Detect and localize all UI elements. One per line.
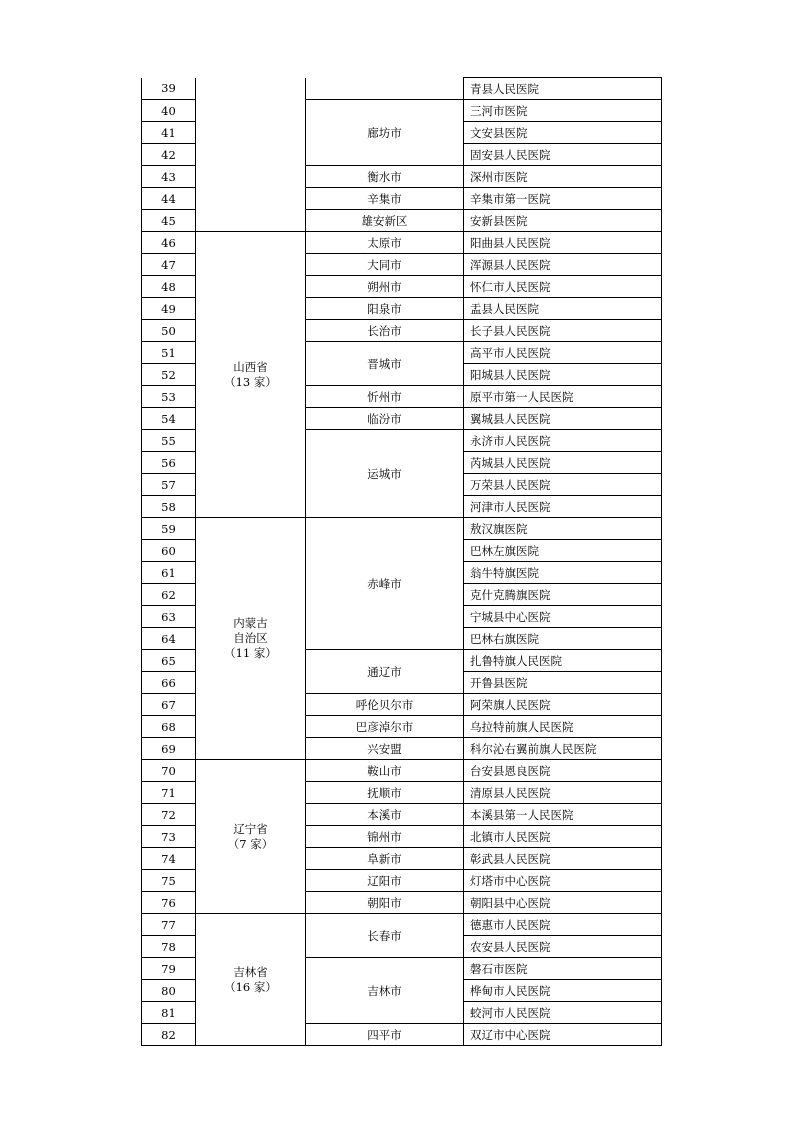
province-label: 辽宁省 — [233, 821, 268, 836]
city-cell: 阜新市 — [306, 848, 464, 870]
row-number: 51 — [142, 342, 196, 364]
row-number: 45 — [142, 210, 196, 232]
row-number: 58 — [142, 496, 196, 518]
row-number: 62 — [142, 584, 196, 606]
hospital-name: 文安县医院 — [464, 122, 662, 144]
city-cell: 本溪市 — [306, 804, 464, 826]
row-number: 65 — [142, 650, 196, 672]
hospital-name: 盂县人民医院 — [464, 298, 662, 320]
row-number: 67 — [142, 694, 196, 716]
hospital-name: 浑源县人民医院 — [464, 254, 662, 276]
city-cell: 朔州市 — [306, 276, 464, 298]
row-number: 39 — [142, 78, 196, 100]
city-cell: 临汾市 — [306, 408, 464, 430]
hospital-name: 安新县医院 — [464, 210, 662, 232]
row-number: 61 — [142, 562, 196, 584]
row-number: 78 — [142, 936, 196, 958]
city-cell: 廊坊市 — [306, 100, 464, 166]
row-number: 64 — [142, 628, 196, 650]
table-row — [142, 760, 662, 782]
row-number: 82 — [142, 1024, 196, 1046]
city-cell: 运城市 — [306, 430, 464, 518]
table-row — [142, 232, 662, 254]
hospital-name: 河津市人民医院 — [464, 496, 662, 518]
city-cell: 锦州市 — [306, 826, 464, 848]
hospital-name: 敖汉旗医院 — [464, 518, 662, 540]
province-cell — [196, 232, 306, 518]
hospital-name: 北镇市人民医院 — [464, 826, 662, 848]
hospital-name: 高平市人民医院 — [464, 342, 662, 364]
city-cell: 抚顺市 — [306, 782, 464, 804]
city-cell: 太原市 — [306, 232, 464, 254]
hospital-name: 固安县人民医院 — [464, 144, 662, 166]
row-number: 80 — [142, 980, 196, 1002]
hospital-name: 乌拉特前旗人民医院 — [464, 716, 662, 738]
city-cell: 晋城市 — [306, 342, 464, 386]
city-cell: 鞍山市 — [306, 760, 464, 782]
row-number: 60 — [142, 540, 196, 562]
city-cell: 阳泉市 — [306, 298, 464, 320]
hospital-name: 巴林左旗医院 — [464, 540, 662, 562]
row-number: 66 — [142, 672, 196, 694]
city-cell: 大同市 — [306, 254, 464, 276]
hospital-name: 蛟河市人民医院 — [464, 1002, 662, 1024]
province-cell — [196, 78, 306, 232]
city-cell: 雄安新区 — [306, 210, 464, 232]
table-row — [142, 78, 662, 100]
city-cell: 吉林市 — [306, 958, 464, 1024]
province-label: （13 家） — [224, 374, 277, 389]
row-number: 72 — [142, 804, 196, 826]
hospital-name: 科尔沁右翼前旗人民医院 — [464, 738, 662, 760]
row-number: 50 — [142, 320, 196, 342]
city-cell: 辽阳市 — [306, 870, 464, 892]
hospital-name: 长子县人民医院 — [464, 320, 662, 342]
province-label: 吉林省 — [233, 964, 268, 979]
hospital-name: 桦甸市人民医院 — [464, 980, 662, 1002]
province-label: 自治区 — [233, 631, 268, 645]
city-cell: 长春市 — [306, 914, 464, 958]
hospital-name: 德惠市人民医院 — [464, 914, 662, 936]
hospital-name: 翼城县人民医院 — [464, 408, 662, 430]
city-cell: 忻州市 — [306, 386, 464, 408]
hospital-table — [141, 77, 662, 1046]
row-number: 75 — [142, 870, 196, 892]
hospital-name: 万荣县人民医院 — [464, 474, 662, 496]
hospital-name: 深州市医院 — [464, 166, 662, 188]
city-cell: 衡水市 — [306, 166, 464, 188]
row-number: 76 — [142, 892, 196, 914]
row-number: 46 — [142, 232, 196, 254]
city-cell: 呼伦贝尔市 — [306, 694, 464, 716]
row-number: 49 — [142, 298, 196, 320]
hospital-name: 农安县人民医院 — [464, 936, 662, 958]
hospital-name: 永济市人民医院 — [464, 430, 662, 452]
hospital-name: 灯塔市中心医院 — [464, 870, 662, 892]
hospital-name: 阳曲县人民医院 — [464, 232, 662, 254]
hospital-name: 清原县人民医院 — [464, 782, 662, 804]
province-label: （16 家） — [224, 979, 277, 994]
hospital-name: 翁牛特旗医院 — [464, 562, 662, 584]
row-number: 56 — [142, 452, 196, 474]
row-number: 43 — [142, 166, 196, 188]
row-number: 71 — [142, 782, 196, 804]
province-label: 山西省 — [233, 359, 268, 374]
row-number: 81 — [142, 1002, 196, 1024]
hospital-name: 原平市第一人民医院 — [464, 386, 662, 408]
city-cell: 朝阳市 — [306, 892, 464, 914]
row-number: 59 — [142, 518, 196, 540]
row-number: 70 — [142, 760, 196, 782]
city-cell: 长治市 — [306, 320, 464, 342]
hospital-name: 彰武县人民医院 — [464, 848, 662, 870]
city-cell: 巴彦淖尔市 — [306, 716, 464, 738]
row-number: 73 — [142, 826, 196, 848]
row-number: 54 — [142, 408, 196, 430]
hospital-name: 辛集市第一医院 — [464, 188, 662, 210]
row-number: 44 — [142, 188, 196, 210]
row-number: 77 — [142, 914, 196, 936]
city-cell: 通辽市 — [306, 650, 464, 694]
hospital-name: 克什克腾旗医院 — [464, 584, 662, 606]
row-number: 63 — [142, 606, 196, 628]
hospital-name: 开鲁县医院 — [464, 672, 662, 694]
row-number: 69 — [142, 738, 196, 760]
row-number: 48 — [142, 276, 196, 298]
province-cell — [196, 914, 306, 1046]
hospital-name: 台安县恩良医院 — [464, 760, 662, 782]
city-cell — [306, 78, 464, 100]
city-cell: 辛集市 — [306, 188, 464, 210]
row-number: 40 — [142, 100, 196, 122]
hospital-name: 磐石市医院 — [464, 958, 662, 980]
hospital-name: 阳城县人民医院 — [464, 364, 662, 386]
province-cell — [196, 518, 306, 760]
row-number: 68 — [142, 716, 196, 738]
row-number: 41 — [142, 122, 196, 144]
hospital-name: 青县人民医院 — [464, 78, 662, 100]
hospital-name: 宁城县中心医院 — [464, 606, 662, 628]
hospital-name: 三河市医院 — [464, 100, 662, 122]
city-cell: 四平市 — [306, 1024, 464, 1046]
city-cell: 兴安盟 — [306, 738, 464, 760]
province-label: （11 家） — [224, 646, 277, 660]
hospital-name: 扎鲁特旗人民医院 — [464, 650, 662, 672]
table-row — [142, 914, 662, 936]
hospital-name: 本溪县第一人民医院 — [464, 804, 662, 826]
row-number: 74 — [142, 848, 196, 870]
hospital-name: 朝阳县中心医院 — [464, 892, 662, 914]
row-number: 42 — [142, 144, 196, 166]
row-number: 52 — [142, 364, 196, 386]
hospital-name: 巴林右旗医院 — [464, 628, 662, 650]
province-cell — [196, 760, 306, 914]
row-number: 53 — [142, 386, 196, 408]
row-number: 79 — [142, 958, 196, 980]
city-cell: 赤峰市 — [306, 518, 464, 650]
hospital-name: 芮城县人民医院 — [464, 452, 662, 474]
row-number: 47 — [142, 254, 196, 276]
province-label: 内蒙古 — [233, 616, 268, 630]
row-number: 55 — [142, 430, 196, 452]
hospital-name: 怀仁市人民医院 — [464, 276, 662, 298]
table-row — [142, 518, 662, 540]
province-label: （7 家） — [227, 836, 274, 851]
hospital-name: 双辽市中心医院 — [464, 1024, 662, 1046]
table-body — [142, 78, 662, 1046]
row-number: 57 — [142, 474, 196, 496]
hospital-name: 阿荣旗人民医院 — [464, 694, 662, 716]
